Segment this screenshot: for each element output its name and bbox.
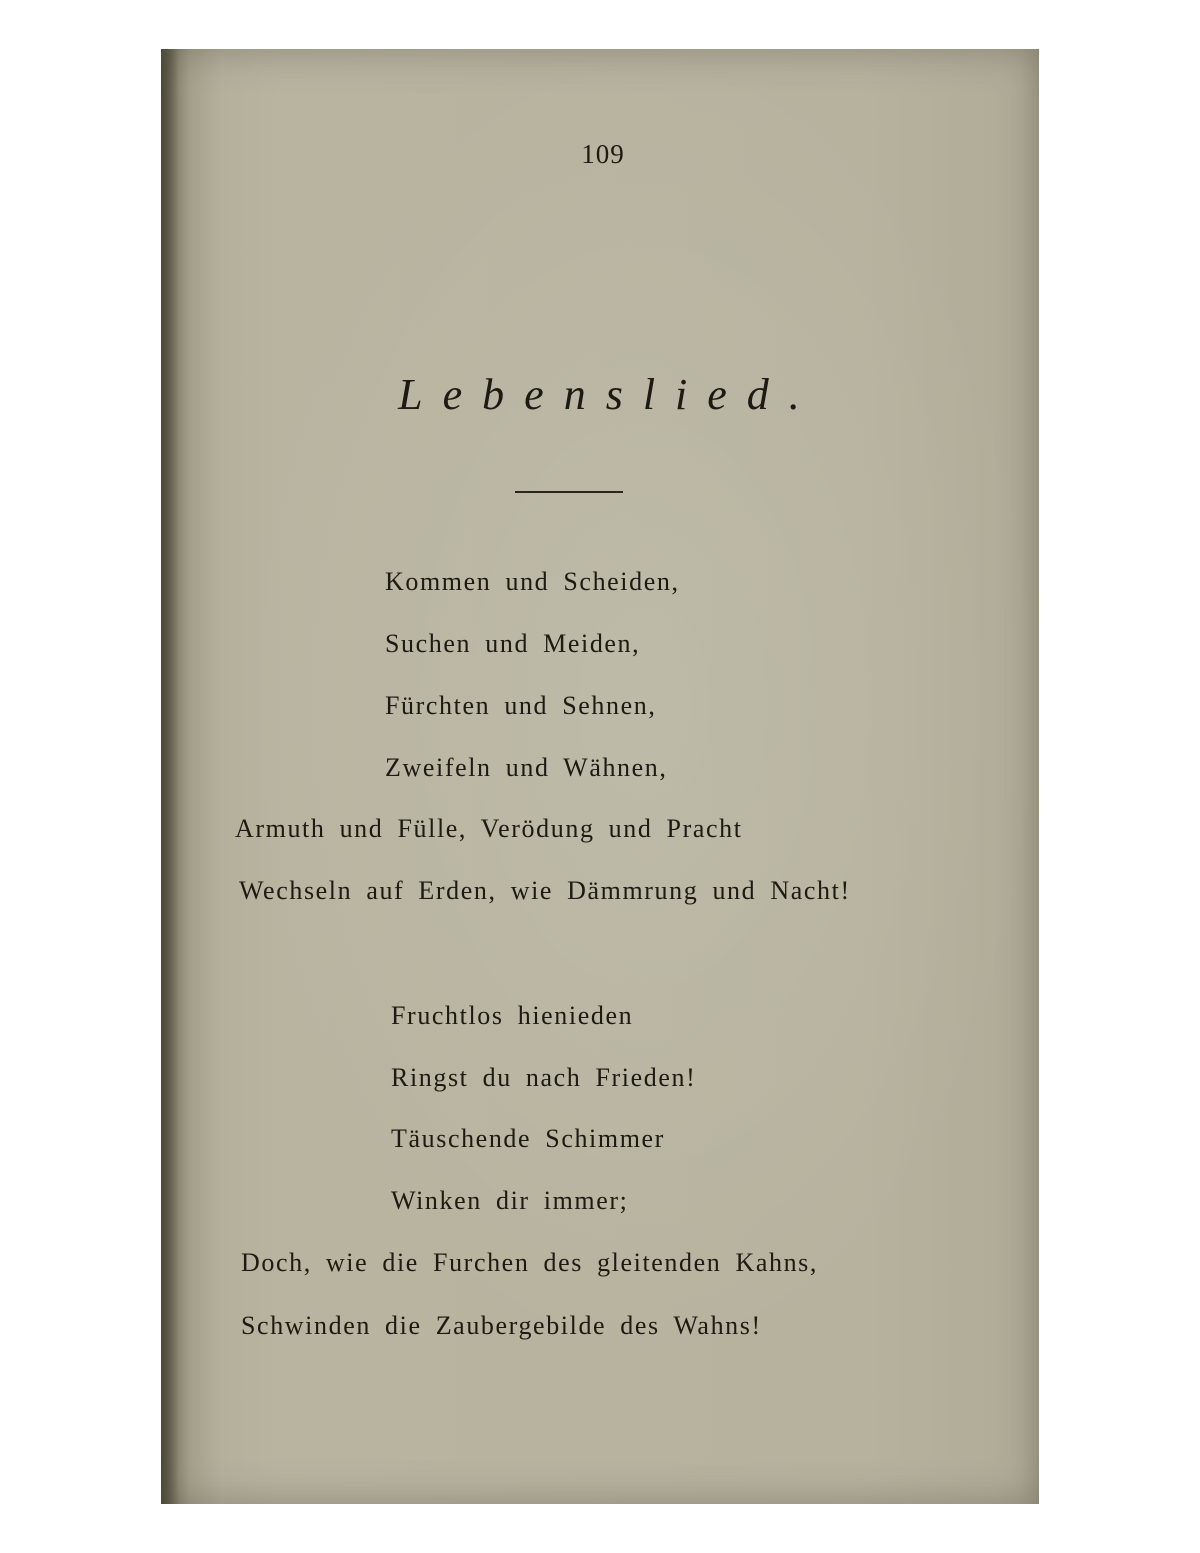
book-page [161,49,1039,1504]
poem-line: Doch, wie die Furchen des gleitenden Kahns, [241,1248,819,1277]
poem-line: Fruchtlos hienieden [391,1001,634,1030]
poem-line: Ringst du nach Frieden! [391,1063,697,1092]
title-divider [515,491,623,493]
page-gutter-shadow [161,49,179,1504]
poem-line: Kommen und Scheiden, [385,567,680,596]
poem-line: Wechseln auf Erden, wie Dämmrung und Nacht! [239,876,851,905]
poem-line: Suchen und Meiden, [385,629,641,658]
poem-line: Täuschende Schimmer [391,1124,665,1153]
poem-line: Armuth und Fülle, Verödung und Pracht [235,814,743,843]
poem-line: Fürchten und Sehnen, [385,691,657,720]
poem-line: Schwinden die Zaubergebilde des Wahns! [241,1311,762,1340]
poem-line: Zweifeln und Wähnen, [385,753,668,782]
poem-line: Winken dir immer; [391,1186,629,1215]
poem-title: Lebenslied. [398,370,820,419]
page-number: 109 [581,139,625,169]
